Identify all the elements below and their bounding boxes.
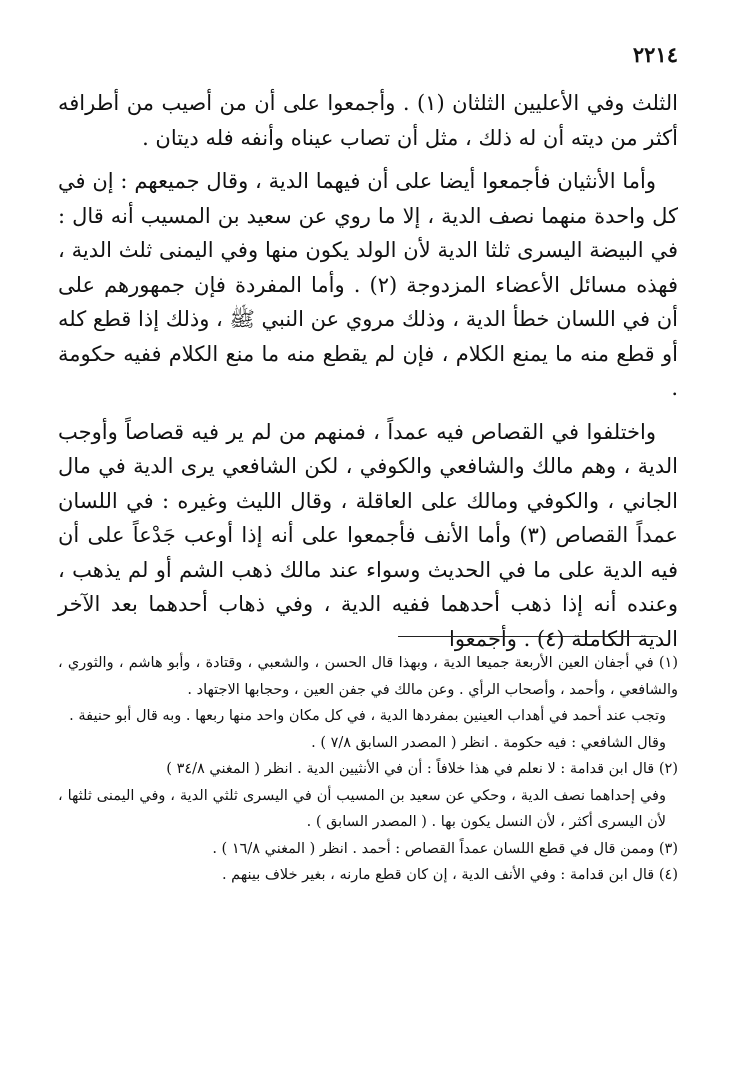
- footnote-4: [58, 862, 678, 889]
- footnote-2-para-2: وفي إحداهما نصف الدية ، وحكي عن سعيد بن المسيب أن في اليسرى ثلثي الدية ، وفي اليمنى ثلثها ، لأن اليسرى أكثر ، لأن النسل يكون بها . ( المصدر السابق ) .: [58, 787, 666, 830]
- footnote-4-text: قال ابن قدامة : وفي الأنف الدية ، إن كان قطع مارنه ، بغير خلاف بينهم .: [221, 867, 655, 883]
- footnote-2-number: (٢): [658, 761, 678, 777]
- footnote-3-number: (٣): [658, 840, 678, 857]
- footnote-2-text: قال ابن قدامة : لا نعلم في هذا خلافاً : أن في الأنثيين الدية . انظر ( المغني ٣٤/٨ ): [166, 761, 655, 777]
- footnote-separator: [398, 636, 658, 637]
- footnote-3-text: وممن قال في قطع اللسان عمداً القصاص : أحمد . انظر ( المغني ١٦/٨ ) .: [212, 840, 655, 857]
- footnotes: [58, 650, 678, 889]
- paragraph-2: وأما الأنثيان فأجمعوا أيضا على أن فيهما الدية ، وقال جميعهم : إن في كل واحدة منهما نصف الدية ، إلا ما روي عن سعيد بن المسيب أنه قال : في البيضة اليسرى ثلثا الدية لأن الولد يكون منها وفي اليمنى ثلث الدية ، فهذه مسائل الأعضاء المزدوجة (٢) . وأما المفردة فإن جمهورهم على أن في اللسان خطأ الدية ، وذلك مروي عن النبي ﷺ ، وذلك إذا قطع كله أو قطع منه ما يمنع الكلام ، فإن لم يقطع منه ما منع الكلام ففيه حكومة .: [58, 169, 678, 400]
- footnote-1: [58, 650, 678, 703]
- paragraph-3: واختلفوا في القصاص فيه عمداً ، فمنهم من لم ير فيه قصاصاً وأوجب الدية ، وهم مالك والشافعي والكوفي ، لكن الشافعي يرى الدية في مال الجاني ، والكوفي ومالك على العاقلة ، وقال الليث وغيره : في اللسان عمداً القصاص (٣) وأما الأنف فأجمعوا على أنه إذا أوعب جَدْعاً على أن فيه الدية على ما في الحديث وسواء عند مالك ذهب الشم أو لم يذهب ، وعنده أنه إذا ذهب أحدهما ففيه الدية ، وفي ذهاب أحدهما بعد الآخر الدية الكاملة (٤) . وأجمعوا: [58, 419, 678, 651]
- paragraph-1: الثلث وفي الأعليين الثلثان (١) . وأجمعوا على أن من أصيب من أطرافه أكثر من ديته أن له ذلك ، مثل أن تصاب عيناه وأنفه فله ديتان .: [58, 91, 678, 150]
- footnote-1-text: في أجفان العين الأربعة جميعا الدية ، وبهذا قال الحسن ، والشعبي ، وقتادة ، وأبو هاشم ، والثوري ، والشافعي ، وأحمد ، وأصحاب الرأي . وعن مالك في جفن العين ، وحجابها الاجتهاد .: [58, 655, 678, 698]
- footnote-4-number: (٤): [658, 867, 678, 883]
- footnote-1-number: (١): [658, 655, 678, 671]
- main-text: [58, 86, 678, 665]
- footnote-2: [58, 756, 678, 783]
- page-number: ٢٢١٤: [632, 42, 678, 67]
- footnote-1-para-2: وتجب عند أحمد في أهداب العينين بمفردها الدية ، في كل مكان واحد منها ربعها . وبه قال أبو حنيفة .: [69, 708, 666, 724]
- footnote-3: [58, 836, 678, 863]
- footnote-1-para-3: وقال الشافعي : فيه حكومة . انظر ( المصدر السابق ٧/٨ ) .: [311, 734, 666, 751]
